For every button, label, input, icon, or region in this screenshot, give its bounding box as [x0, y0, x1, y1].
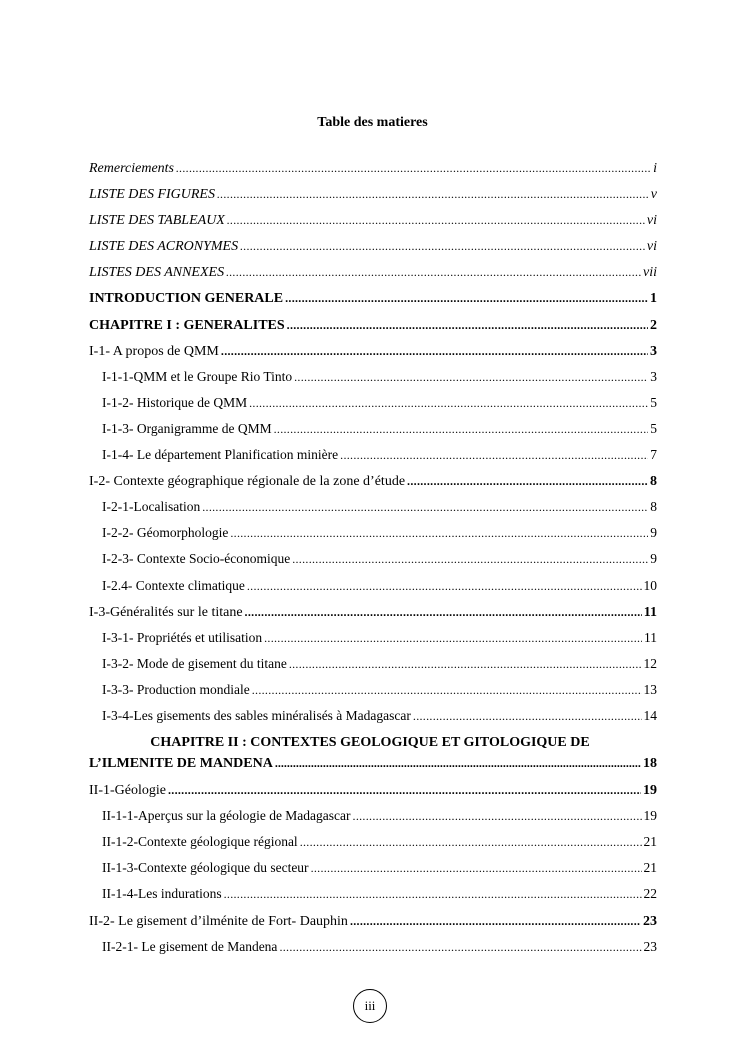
dot-leader — [264, 625, 642, 651]
dot-leader — [247, 573, 642, 599]
toc-bottom-section — [89, 777, 657, 960]
toc-entry[interactable] — [89, 181, 657, 207]
toc-entry-page: 9 — [650, 525, 657, 541]
toc-entry-page: 1 — [650, 291, 657, 307]
toc-entry-page: vi — [646, 213, 657, 229]
toc-entry-page: 3 — [650, 343, 657, 359]
toc-entry-page: 3 — [650, 368, 657, 384]
toc-entry[interactable] — [89, 155, 657, 181]
table-of-contents — [89, 155, 657, 960]
toc-entry-text: II-1-2-Contexte géologique régional — [102, 834, 298, 850]
toc-entry[interactable] — [89, 625, 657, 651]
dot-leader — [311, 855, 642, 881]
dot-leader — [413, 703, 642, 729]
toc-entry-page: 11 — [643, 604, 657, 620]
toc-entry-text: I-1-2- Historique de QMM — [102, 394, 248, 410]
toc-entry-text: I-2-1-Localisation — [102, 499, 201, 515]
chapter-2-page: 18 — [643, 756, 657, 772]
toc-entry-page: 9 — [650, 551, 657, 567]
toc-entry-page: v — [650, 187, 657, 203]
toc-entry-page: 14 — [643, 707, 657, 723]
toc-entry-page: 5 — [650, 420, 657, 436]
dot-leader — [245, 599, 642, 625]
dot-leader — [224, 881, 642, 907]
toc-entry-text: I-3-2- Mode de gisement du titane — [102, 655, 287, 671]
toc-entry-text: LISTE DES FIGURES — [89, 187, 215, 203]
toc-entry-text: CHAPITRE I : GENERALITES — [89, 317, 285, 333]
dot-leader — [340, 442, 648, 468]
dot-leader — [217, 181, 649, 207]
toc-entry-page: 21 — [643, 860, 657, 876]
dot-leader — [353, 803, 642, 829]
dot-leader — [227, 207, 645, 233]
toc-entry-page: vi — [646, 239, 657, 255]
toc-entry[interactable] — [89, 338, 657, 364]
toc-top-section — [89, 155, 657, 729]
toc-entry-page: 23 — [643, 938, 657, 954]
toc-entry-page: 5 — [650, 394, 657, 410]
dot-leader — [249, 390, 648, 416]
toc-entry-page: 22 — [643, 886, 657, 902]
toc-entry[interactable] — [89, 390, 657, 416]
toc-entry-page: 19 — [643, 783, 657, 799]
toc-entry-text: II-1-1-Aperçus sur la géologie de Madagascar — [102, 808, 351, 824]
toc-entry-page: 10 — [643, 577, 657, 593]
toc-entry[interactable] — [89, 468, 657, 494]
toc-entry[interactable] — [89, 599, 657, 625]
toc-entry-text: II-1-4-Les indurations — [102, 886, 222, 902]
toc-entry[interactable] — [89, 677, 657, 703]
toc-entry[interactable] — [89, 803, 657, 829]
toc-entry-text: LISTE DES TABLEAUX — [89, 213, 225, 229]
dot-leader — [221, 338, 648, 364]
toc-entry[interactable] — [89, 416, 657, 442]
dot-leader — [240, 233, 645, 259]
page-number-badge — [353, 989, 387, 1023]
toc-entry-text: I-1-1-QMM et le Groupe Rio Tinto — [102, 368, 293, 384]
dot-leader — [274, 416, 649, 442]
toc-entry[interactable] — [89, 520, 657, 546]
toc-entry-page: 23 — [643, 913, 657, 929]
toc-entry-text: I-2- Contexte géographique régionale de la zone d’étude — [89, 474, 406, 490]
toc-entry[interactable] — [89, 777, 657, 803]
toc-entry-page: 11 — [644, 629, 657, 645]
toc-entry-text: I-2.4- Contexte climatique — [102, 577, 245, 593]
toc-entry[interactable] — [89, 312, 657, 338]
toc-entry[interactable] — [89, 207, 657, 233]
dot-leader — [300, 829, 642, 855]
dot-leader — [226, 259, 641, 285]
toc-entry-page: vii — [643, 265, 657, 281]
dot-leader — [289, 651, 642, 677]
toc-entry-text: II-2-1- Le gisement de Mandena — [102, 938, 278, 954]
toc-entry[interactable] — [89, 259, 657, 285]
dot-leader — [350, 908, 641, 934]
toc-entry-text: I-2-3- Contexte Socio-économique — [102, 551, 291, 567]
toc-entry-text: LISTES DES ANNEXES — [89, 265, 225, 281]
toc-entry-page: 21 — [643, 834, 657, 850]
dot-leader — [292, 546, 648, 572]
toc-entry-text: I-1-3- Organigramme de QMM — [102, 420, 272, 436]
toc-entry-page: 8 — [650, 474, 657, 490]
chapter-2-title-line1: CHAPITRE II : CONTEXTES GEOLOGIQUE ET GITOLOGIQUE DE — [150, 735, 590, 751]
toc-chapter-2[interactable] — [89, 729, 657, 777]
toc-entry-text: II-2- Le gisement d’ilménite de Fort- Dauphin — [89, 913, 348, 929]
dot-leader — [230, 520, 648, 546]
toc-entry-page: 19 — [643, 808, 657, 824]
toc-entry[interactable] — [89, 442, 657, 468]
toc-entry[interactable] — [89, 546, 657, 572]
toc-entry-page: 8 — [650, 499, 657, 515]
toc-entry-text: I-3-3- Production mondiale — [102, 681, 250, 697]
toc-entry-page: 13 — [643, 681, 657, 697]
dot-leader — [279, 934, 641, 960]
dot-leader — [202, 494, 648, 520]
dot-leader — [176, 155, 651, 181]
toc-entry[interactable] — [89, 573, 657, 599]
toc-entry-text: LISTE DES ACRONYMES — [89, 239, 239, 255]
dot-leader — [287, 312, 648, 338]
toc-entry-text: I-1-4- Le département Planification minière — [102, 447, 339, 463]
toc-entry-page: i — [653, 161, 657, 176]
toc-entry-text: I-3-1- Propriétés et utilisation — [102, 629, 263, 645]
toc-entry[interactable] — [89, 934, 657, 960]
toc-entry-text: INTRODUCTION GENERALE — [89, 291, 284, 307]
toc-entry[interactable] — [89, 908, 657, 934]
toc-entry-page: 2 — [650, 317, 657, 333]
dot-leader — [407, 468, 648, 494]
dot-leader — [294, 364, 648, 390]
toc-entry-text: II-1-Géologie — [89, 783, 166, 799]
toc-entry-text: I-2-2- Géomorphologie — [102, 525, 229, 541]
chapter-2-title-line2 — [89, 753, 657, 777]
dot-leader — [168, 777, 641, 803]
toc-entry[interactable] — [89, 829, 657, 855]
toc-entry[interactable] — [89, 855, 657, 881]
dot-leader — [285, 285, 648, 311]
toc-entry[interactable] — [89, 881, 657, 907]
toc-entry[interactable] — [89, 703, 657, 729]
toc-entry[interactable] — [89, 364, 657, 390]
toc-entry[interactable] — [89, 285, 657, 311]
page-title: Table des matieres — [317, 115, 428, 130]
page-number: iii — [364, 998, 376, 1013]
toc-entry-text: II-1-3-Contexte géologique du secteur — [102, 860, 309, 876]
dot-leader — [275, 753, 641, 774]
toc-entry[interactable] — [89, 651, 657, 677]
chapter-2-title-text: L’ILMENITE DE MANDENA — [89, 756, 273, 772]
toc-entry-text: Remerciements — [89, 161, 174, 176]
toc-entry-text: I-3-Généralités sur le titane — [89, 604, 243, 620]
toc-entry[interactable] — [89, 494, 657, 520]
toc-entry-page: 12 — [643, 655, 657, 671]
toc-entry-text: I-1- A propos de QMM — [89, 343, 219, 359]
dot-leader — [252, 677, 642, 703]
toc-entry-page: 7 — [650, 447, 657, 463]
toc-entry[interactable] — [89, 233, 657, 259]
toc-entry-text: I-3-4-Les gisements des sables minéralisés à Madagascar — [102, 707, 411, 723]
